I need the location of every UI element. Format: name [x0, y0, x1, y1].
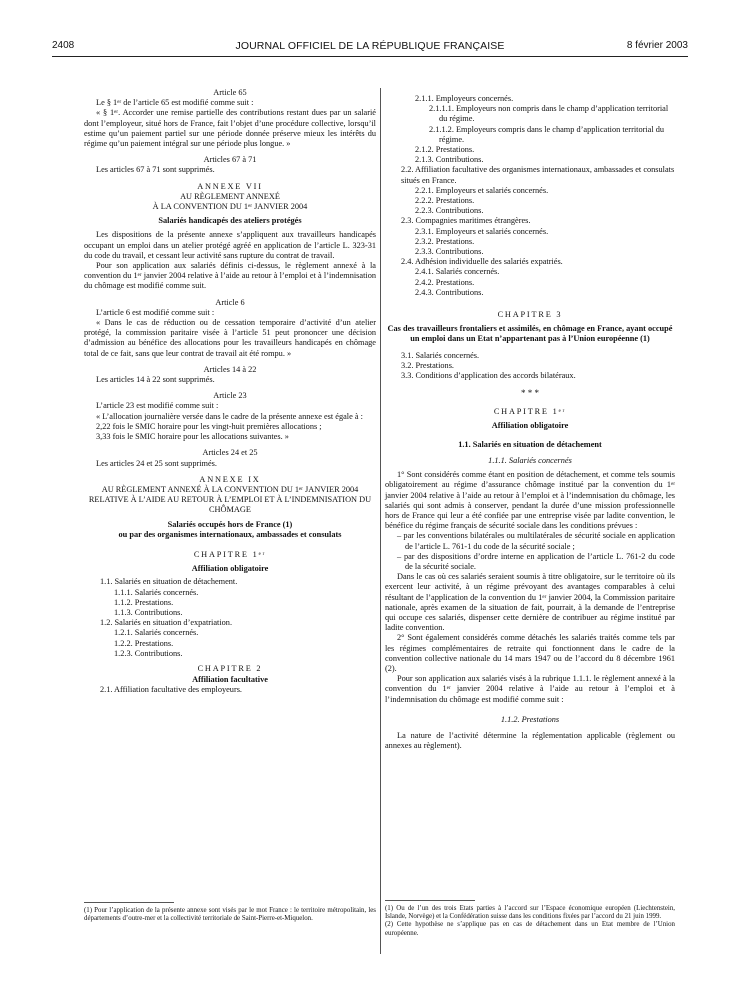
outline-item: 2.4. Adhésion individuelle des salariés expatriés. — [401, 257, 563, 267]
chapter-title: CHAPITRE 1ᵉʳ — [493, 407, 567, 417]
chapter-subtitle: Affiliation facultative — [192, 675, 268, 685]
footnote-rule — [84, 902, 174, 903]
section-title — [385, 440, 675, 450]
outline-item: 3.3. Conditions d’application des accords bilatéraux. — [401, 371, 576, 381]
article-title: Articles 24 et 25 — [202, 448, 258, 458]
paragraph: Pour son application aux salariés visés à la rubrique 1.1.1. le règlement annexé à la convention du 1ᵉʳ janvier 2004 relative à l’aide au retour à l’emploi et à l’indemnisation du chômage est modifié comme suit : — [385, 674, 675, 704]
chapter-title: CHAPITRE 3 — [497, 310, 563, 320]
footnote: (1) Ou de l’un des trois Etats parties à l’accord sur l’Espace économique européen (Liechtenstein, Islande, Norvège) et la Confédération suisse dans les conditions fixées par l’accord du 21 juin 1999. — [385, 905, 675, 921]
paragraph: L’article 6 est modifié comme suit : — [96, 307, 215, 317]
right-column — [385, 94, 675, 751]
footnote-rule — [385, 900, 475, 901]
outline-item: 2.2.2. Prestations. — [415, 196, 475, 206]
chapter-title: CHAPITRE 1ᵉʳ — [193, 549, 267, 559]
section-title-text: 1.1. Salariés en situation de détachement — [458, 439, 602, 449]
article-title: Articles 67 à 71 — [203, 155, 257, 165]
paragraph: 2° Sont également considérés comme détachés les salariés traités comme tels par les régimes complémentaires de retraite qui fonctionnent dans le cadre de la convention collective nationale du 14 mars 1947 ou de l’accord du 8 décembre 1961 (2). — [385, 633, 675, 673]
outline-list — [84, 577, 376, 659]
paragraph: Les articles 24 et 25 sont supprimés. — [96, 458, 217, 468]
subsection-title: 1.1.2. Prestations — [500, 714, 560, 724]
section-separator: * * * — [521, 388, 539, 399]
outline-item: 2.4.3. Contributions. — [415, 287, 484, 297]
article-title: Article 65 — [213, 88, 247, 97]
outline-item: 1.1. Salariés en situation de détachement. — [100, 577, 238, 587]
outline-item: 2.1.3. Contributions. — [415, 155, 484, 165]
outline-item: 2.2.1. Employeurs et salariés concernés. — [415, 185, 549, 195]
outline-item: 2.1.1. Employeurs concernés. — [415, 94, 514, 103]
outline-item: 1.2. Salariés en situation d’expatriation. — [100, 618, 233, 628]
annex-subtitle: À LA CONVENTION DU 1ᵉʳ JANVIER 2004 — [152, 202, 308, 212]
left-footnotes — [84, 902, 376, 923]
outline-item: 2.2. Affiliation facultative des organismes internationaux, ambassades et consulats situés en France. — [401, 165, 675, 185]
chapter-title: CHAPITRE 2 — [197, 663, 263, 673]
subsection-title: 1.1.1. Salariés concernés — [488, 455, 572, 465]
outline-item: 2.3.3. Contributions. — [415, 247, 484, 257]
article-title: Articles 14 à 22 — [203, 364, 257, 374]
outline-item: 2.1.1.2. Employeurs compris dans le champ d’application territorial du régime. — [429, 124, 665, 144]
outline-item: 2.3.2. Prestations. — [415, 236, 475, 246]
outline-item: 2.2.3. Contributions. — [415, 206, 484, 216]
outline-item: 2.1.1.1. Employeurs non compris dans le champ d’application territorial du régime. — [429, 104, 669, 124]
outline-item: 2.4.1. Salariés concernés. — [415, 267, 500, 277]
paragraph: « L’allocation journalière versée dans le cadre de la présente annexe est égale à : — [96, 411, 363, 421]
outline-item: 2.4.2. Prestations. — [415, 277, 475, 287]
dash-item: – par les conventions bilatérales ou multilatérales de sécurité sociale en application de l’article L. 761-1 du code de la sécurité sociale ; — [397, 531, 675, 551]
paragraph: Les dispositions de la présente annexe s’appliquent aux travailleurs handicapés occupant un emploi dans un atelier protégé agréé en application de l’article L. 323-31 du code du travail, et cessant leur activité sans rupture du contrat de travail. — [84, 230, 376, 260]
outline-item: 3.2. Prestations. — [401, 360, 455, 370]
footnote: (1) Pour l’application de la présente annexe sont visés par le mot France : le territoire métropolitain, les départements d’outre-mer et la collectivité territoriale de Saint-Pierre-et-Miquelon. — [84, 907, 376, 923]
left-column — [84, 88, 376, 696]
header-rule — [52, 56, 688, 57]
paragraph: L’article 23 est modifié comme suit : — [96, 401, 219, 411]
outline-item: 2.3. Compagnies maritimes étrangères. — [401, 216, 531, 226]
journal-title: JOURNAL OFFICIEL DE LA RÉPUBLIQUE FRANÇAISE — [235, 40, 505, 52]
dash-item: – par des dispositions d’ordre interne en application de l’article L. 761-2 du code de la sécurité sociale. — [397, 551, 675, 571]
paragraph: 1° Sont considérés comme étant en position de détachement, et comme tels soumis obligatoirement au régime d’assurance chômage institué par la convention du 1ᵉʳ janvier 2004 relative à l’aide au retour à l’emploi et à l’indemnisation du chômage, les salariés qui sont admis à conserver, pendant la durée d’une mission professionnelle hors de France qui leur a été confiée par une entreprise visée par ladite convention, le bénéfice du régime français de sécurité sociale dans les conditions prévues : — [385, 470, 675, 531]
publication-date: 8 février 2003 — [626, 40, 688, 51]
outline-item: 2.1. Affiliation facultative des employeurs. — [100, 685, 243, 695]
article-title: Article 6 — [215, 297, 245, 307]
chapter-heading: Cas des travailleurs frontaliers et assimilés, en chômage en France, ayant occupé un emploi dans un Etat n’appartenant pas à l’Union européenne (1) — [387, 324, 673, 344]
annex-subtitle: AU RÈGLEMENT ANNEXÉ À LA CONVENTION DU 1ᵉʳ JANVIER 2004 RELATIVE À L’AIDE AU RETOUR À L’EMPLOI ET À L’INDEMNISATION DU CHÔMAGE — [88, 484, 372, 515]
footnote: (2) Cette hypothèse ne s’applique pas en cas de détachement dans un Etat membre de l’Union européenne. — [385, 921, 675, 937]
outline-list — [385, 94, 675, 298]
page-header — [52, 40, 688, 54]
annex-title: ANNEXE VII — [197, 181, 263, 191]
outline-item: 1.2.3. Contributions. — [114, 648, 183, 658]
outline-item: 1.1.1. Salariés concernés. — [114, 587, 199, 597]
chapter-subtitle: Affiliation obligatoire — [191, 564, 269, 574]
outline-item: 3.1. Salariés concernés. — [401, 350, 480, 360]
paragraph: Les articles 67 à 71 sont supprimés. — [96, 165, 215, 175]
annex-subtitle: AU RÈGLEMENT ANNEXÉ — [180, 191, 280, 201]
paragraph: Dans le cas où ces salariés seraient soumis à titre obligatoire, sur le territoire où ils exercent leur activité, à un régime prévoyant des avantages comparables à celui résultant de l’application de la convention du 1ᵉʳ janvier 2004, la Commission paritaire nationale, après examen de la situation de fait, pourrait, à la demande de l’entreprise qui occupe ces salariés, dispenser cette dernière de contribuer au régime institué par ladite convention. — [385, 572, 675, 633]
outline-item: 2.1.2. Prestations. — [415, 145, 475, 155]
page-number: 2408 — [52, 40, 75, 51]
paragraph: 2,22 fois le SMIC horaire pour les vingt-huit premières allocations ; — [96, 421, 322, 431]
paragraph: Les articles 14 à 22 sont supprimés. — [96, 375, 215, 385]
annex-heading: Salariés handicapés des ateliers protégés — [158, 216, 302, 226]
article-title: Article 23 — [213, 391, 247, 401]
outline-item: 2.3.1. Employeurs et salariés concernés. — [415, 226, 549, 236]
outline-list — [385, 351, 675, 382]
column-divider — [380, 88, 381, 954]
paragraph: Le § 1ᵉʳ de l’article 65 est modifié comme suit : — [96, 98, 254, 108]
paragraph: La nature de l’activité détermine la réglementation applicable (règlement ou annexes au règlement). — [385, 730, 675, 751]
paragraph: « Dans le cas de réduction ou de cessation temporaire d’activité d’un atelier protégé, la commission paritaire visée à l’article 51 peut prononcer une décision d’admission au bénéfice des allocations pour les travailleurs handicapés en chômage total de ce fait, sans que leur contrat de travail ait été rompu. » — [84, 318, 376, 358]
annex-heading: ou par des organismes internationaux, ambassades et consulats — [118, 529, 342, 539]
chapter-subtitle: Affiliation obligatoire — [491, 421, 569, 431]
outline-item: 1.2.1. Salariés concernés. — [114, 628, 199, 638]
right-footnotes — [385, 900, 675, 938]
annex-title: ANNEXE IX — [199, 474, 261, 484]
annex-heading: Salariés occupés hors de France (1) — [167, 519, 293, 529]
outline-item: 1.1.3. Contributions. — [114, 607, 183, 617]
paragraph: « § 1ᵉʳ. Accorder une remise partielle des contributions restant dues par un salarié dont l’employeur, situé hors de France, fait l’objet d’une procédure collective, lorsqu’il estime qu’un paiement partiel sur une période donnée préserve mieux les intérêts du régime qu’un paiement intégral sur une période plus longue. » — [84, 108, 376, 149]
outline-item: 1.1.2. Prestations. — [114, 597, 174, 607]
paragraph: 3,33 fois le SMIC horaire pour les allocations suivantes. » — [96, 432, 289, 442]
outline-item: 1.2.2. Prestations. — [114, 638, 174, 648]
paragraph: Pour son application aux salariés définis ci-dessus, le règlement annexé à la convention du 1ᵉʳ janvier 2004 relative à l’aide au retour à l’emploi et à l’indemnisation du chômage est modifié comme suit. — [84, 261, 376, 291]
